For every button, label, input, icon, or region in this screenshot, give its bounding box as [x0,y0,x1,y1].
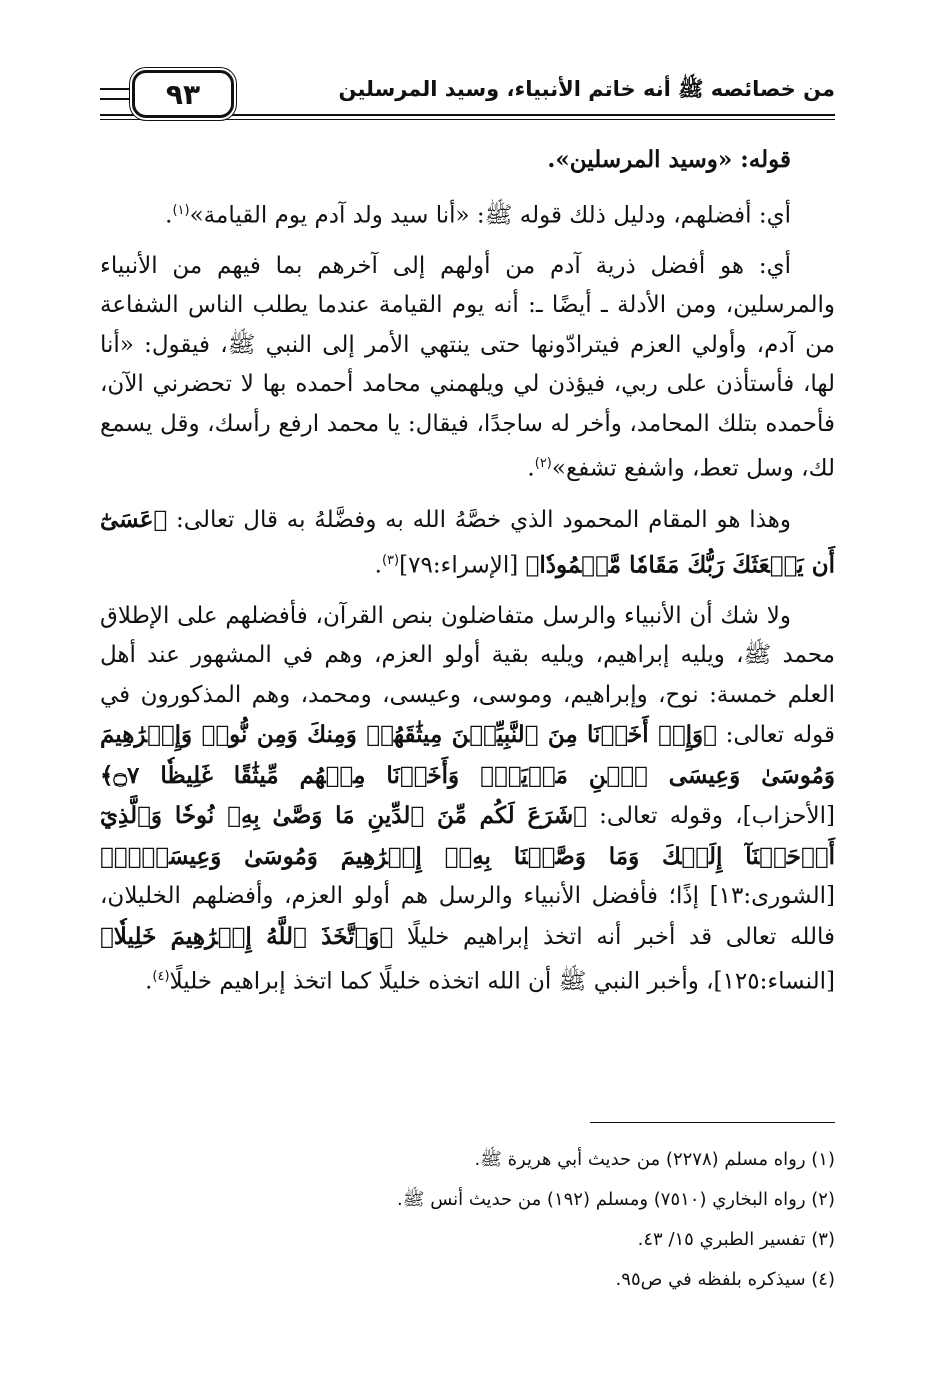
paragraph-3: أي: هو أفضل ذرية آدم من أولهم إلى آخرهم بما فيهم من الأنبياء والمرسلين، ومن الأدلة ـ أيضًا ـ: أنه يوم القيامة عندما يطلب الناس الشفاعة من آدم، وأولي العزم فيترادّونها حتى ينتهي الأمر إلى النبي ﷺ، فيقول: «أنا لها، فأستأذن على ربي، فيؤذن لي ويلهمني محامد أحمده بها لا تحضرني الآن، فأحمده بتلك المحامد، وأخر له ساجدًا، فيقال: يا محمد ارفع رأسك، وقل يسمع لك، وسل تعط، واشفع تشفع»$^{(٢)}$. [100,252,835,482]
footnote-ref-1: (١) [172,202,190,218]
footnote-1: (١) رواه مسلم (٢٢٧٨) من حديث أبي هريرة ﷺ. [474,1149,835,1170]
main-text [100,140,835,1014]
footnote-ref-4: (٤) [152,969,170,985]
verse-reference: [النساء:١٢٥] [713,969,835,996]
paragraph-1: قوله: «وسيد المرسلين». [547,146,791,173]
header-ornament-lines [100,88,130,100]
page-number-frame [132,70,234,118]
page-header [100,70,835,122]
verse-reference: [الأحزاب] [742,803,835,830]
footnote-separator [590,1122,835,1123]
quran-verse: ﴿شَرَعَ لَكُم مِّنَ ٱلدِّينِ مَا وَصَّىٰ بِهِۦ نُوحٗا وَٱلَّذِيٓ أَوۡحَيۡنَآ إِلَيۡكَ وَمَا وَصَّيۡنَا بِهِۦٓ إِبۡرَٰهِيمَ وَمُوسَىٰ وَعِيسَىٰٓۖ﴾ [100,802,835,870]
footnotes [100,1140,835,1300]
paragraph-4: وهذا هو المقام المحمود الذي خصَّهُ الله به وفضَّلهُ به قال تعالى: ﴿عَسَىٰٓ أَن يَبۡعَثَكَ رَبُّكَ مَقَامٗا مَّحۡمُودٗا﴾ [الإسراء:٧٩]$^{(٣)}$. [100,506,835,579]
running-title: من خصائصه ﷺ أنه خاتم الأنبياء، وسيد المرسلين [338,77,835,101]
quran-verse: ﴿وَٱتَّخَذَ ٱللَّهُ إِبۡرَٰهِيمَ خَلِيلٗا﴾ [100,922,394,950]
footnote-2: (٢) رواه البخاري (٧٥١٠) ومسلم (١٩٢) من حديث أنس ﷺ. [397,1189,835,1210]
footnote-3: (٣) تفسير الطبري ١٥/ ٤٣. [637,1229,835,1250]
quran-verse: ﴿وَإِذۡ أَخَذۡنَا مِنَ ٱلنَّبِيِّـۧنَ مِيثَٰقَهُمۡ وَمِنكَ وَمِن نُّوحٖ وَإِبۡرَٰهِيمَ وَمُوسَىٰ وَعِيسَى ٱبۡنِ مَرۡيَمَۖ وَأَخَذۡنَا مِنۡهُم مِّيثَٰقًا غَلِيظٗا ۝٧﴾ [100,721,835,789]
page-number: ٩٣ [165,77,201,111]
footnote-ref-2: (٢) [534,456,552,472]
footnote-4: (٤) سيذكره بلفظه في ص٩٥. [615,1269,835,1290]
quran-verse: ﴿عَسَىٰٓ أَن يَبۡعَثَكَ رَبُّكَ مَقَامٗا مَّحۡمُودٗا﴾ [100,506,835,579]
verse-reference: [الإسراء:٧٩] [399,552,519,579]
footnote-ref-3: (٣) [381,552,400,568]
verse-reference: [الشورى:١٣] [709,883,835,910]
paragraph-5: ولا شك أن الأنبياء والرسل متفاضلون بنص القرآن، فأفضلهم على الإطلاق محمد ﷺ، ويليه إبراهيم، ويليه بقية أولو العزم، وهم في المشهور عند أهل العلم خمسة: نوح، وإبراهيم، وموسى، وعيسى، ومحمد، وهم المذكورون في قوله تعالى: ﴿وَإِذۡ أَخَذۡنَا مِنَ ٱلنَّبِيِّـۧنَ مِيثَٰقَهُمۡ وَمِنكَ وَمِن نُّوحٖ وَإِبۡرَٰهِيمَ وَمُوسَىٰ وَعِيسَى ٱبۡنِ مَرۡيَمَۖ وَأَخَذۡنَا مِنۡهُم مِّيثَٰقًا غَلِيظٗا ۝٧﴾ [الأحزاب]، وقوله تعالى: ﴿شَرَعَ لَكُم مِّنَ ٱلدِّينِ مَا وَصَّىٰ بِهِۦ نُوحٗا وَٱلَّذِيٓ أَوۡحَيۡنَآ إِلَيۡكَ وَمَا وَصَّيۡنَا بِهِۦٓ إِبۡرَٰهِيمَ وَمُوسَىٰ وَعِيسَىٰٓۖ﴾ [الشورى:١٣] إذًا؛ فأفضل الأنبياء والرسل هم أولو العزم، وأفضلهم الخليلان، فالله تعالى قد أخبر أنه اتخذ إبراهيم خليلًا ﴿وَٱتَّخَذَ ٱللَّهُ إِبۡرَٰهِيمَ خَلِيلٗا﴾ [النساء:١٢٥]، وأخبر النبي ﷺ أن الله اتخذه خليلًا كما اتخذ إبراهيم خليلًا$^{(٤)}$. [100,602,836,996]
paragraph-2: أي: أفضلهم، ودليل ذلك قوله ﷺ: «أنا سيد ولد آدم يوم القيامة»$^{(١)}$. [165,202,791,229]
